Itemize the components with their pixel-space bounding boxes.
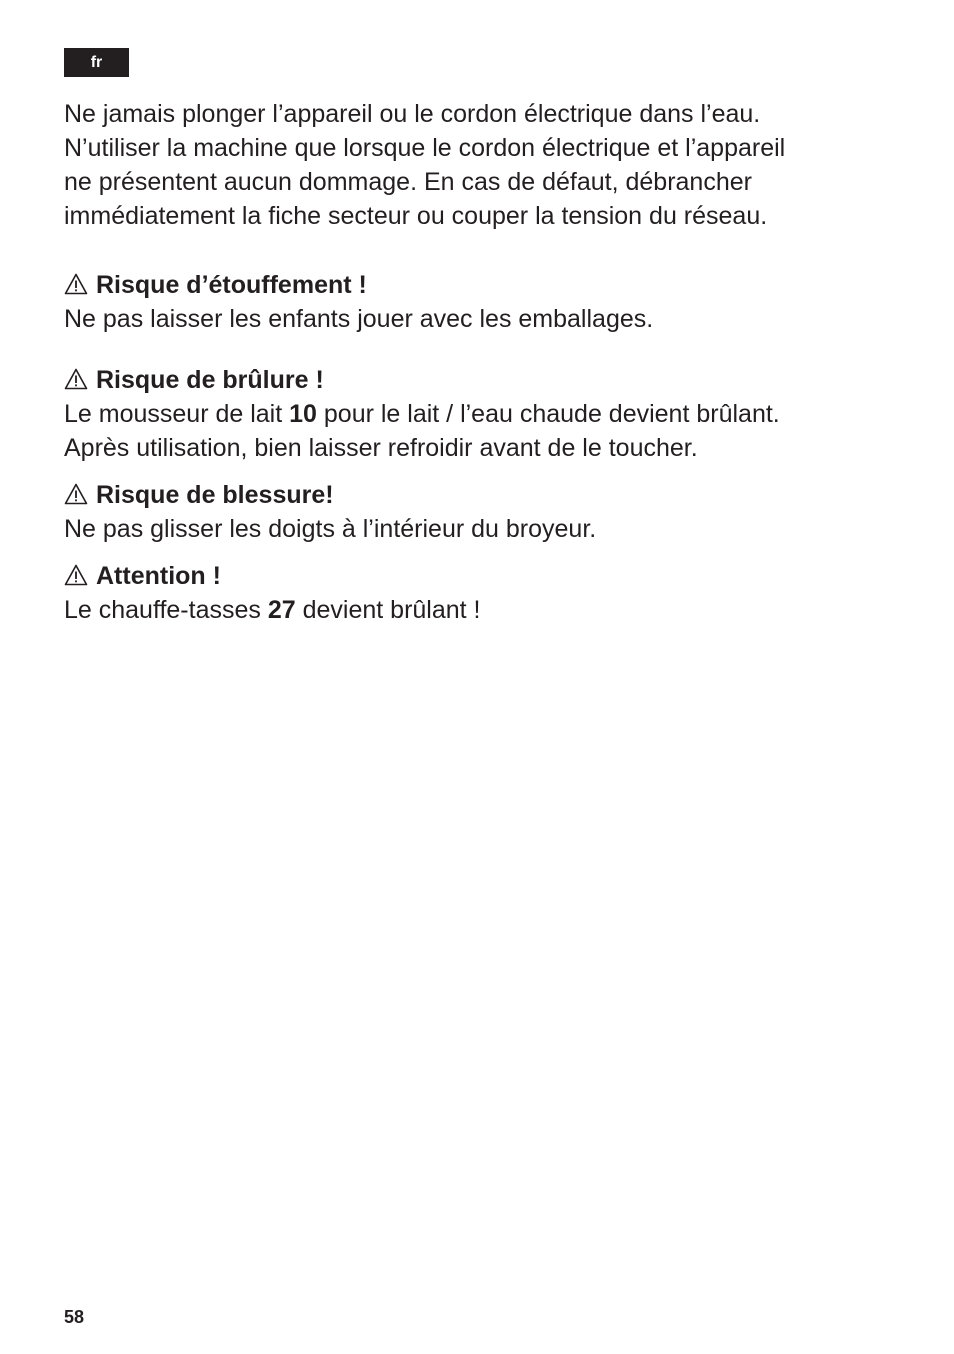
warning-triangle-icon — [64, 483, 88, 505]
warning-heading-text: Attention ! — [96, 562, 221, 590]
warning-injury — [64, 478, 884, 546]
warning-triangle-icon — [64, 368, 88, 390]
warning-burn — [64, 363, 884, 465]
intro-line: N’utiliser la machine que lorsque le cordon électrique et l’appareil — [64, 134, 786, 162]
warning-heading — [64, 559, 884, 593]
intro-line: Ne jamais plonger l’appareil ou le cordon électrique dans l’eau. — [64, 100, 761, 128]
page-number: 58 — [64, 1307, 85, 1327]
warning-triangle-icon — [64, 564, 88, 586]
warning-heading — [64, 478, 884, 512]
intro-line: immédiatement la fiche secteur ou couper la tension du réseau. — [64, 202, 768, 230]
warning-heading-text: Risque de brûlure ! — [96, 366, 324, 394]
warning-text — [64, 593, 884, 627]
intro-paragraph — [64, 97, 884, 233]
warning-text: Après utilisation, bien laisser refroidir avant de le toucher. — [64, 434, 698, 462]
warning-heading-text: Risque de blessure! — [96, 481, 334, 509]
part-reference-number: 10 — [289, 400, 317, 428]
warning-text-part: devient brûlant ! — [295, 596, 481, 624]
warning-text-part: pour le lait / l’eau chaude devient brûlant. — [316, 400, 780, 428]
warning-heading — [64, 363, 884, 397]
warning-heading — [64, 268, 884, 302]
warning-text — [64, 397, 884, 431]
language-badge: fr — [64, 48, 129, 77]
safety-instructions — [64, 97, 884, 627]
warning-text: Ne pas laisser les enfants jouer avec les emballages. — [64, 305, 654, 333]
warning-choking — [64, 268, 884, 336]
warning-text-part: Le chauffe-tasses — [64, 596, 268, 624]
intro-line: ne présentent aucun dommage. En cas de défaut, débrancher — [64, 168, 752, 196]
warning-text: Ne pas glisser les doigts à l’intérieur du broyeur. — [64, 515, 597, 543]
warning-triangle-icon — [64, 273, 88, 295]
warning-heading-text: Risque d’étouffement ! — [96, 271, 367, 299]
warning-text-part: Le mousseur de lait — [64, 400, 290, 428]
warning-attention — [64, 559, 884, 627]
part-reference-number: 27 — [267, 596, 296, 624]
